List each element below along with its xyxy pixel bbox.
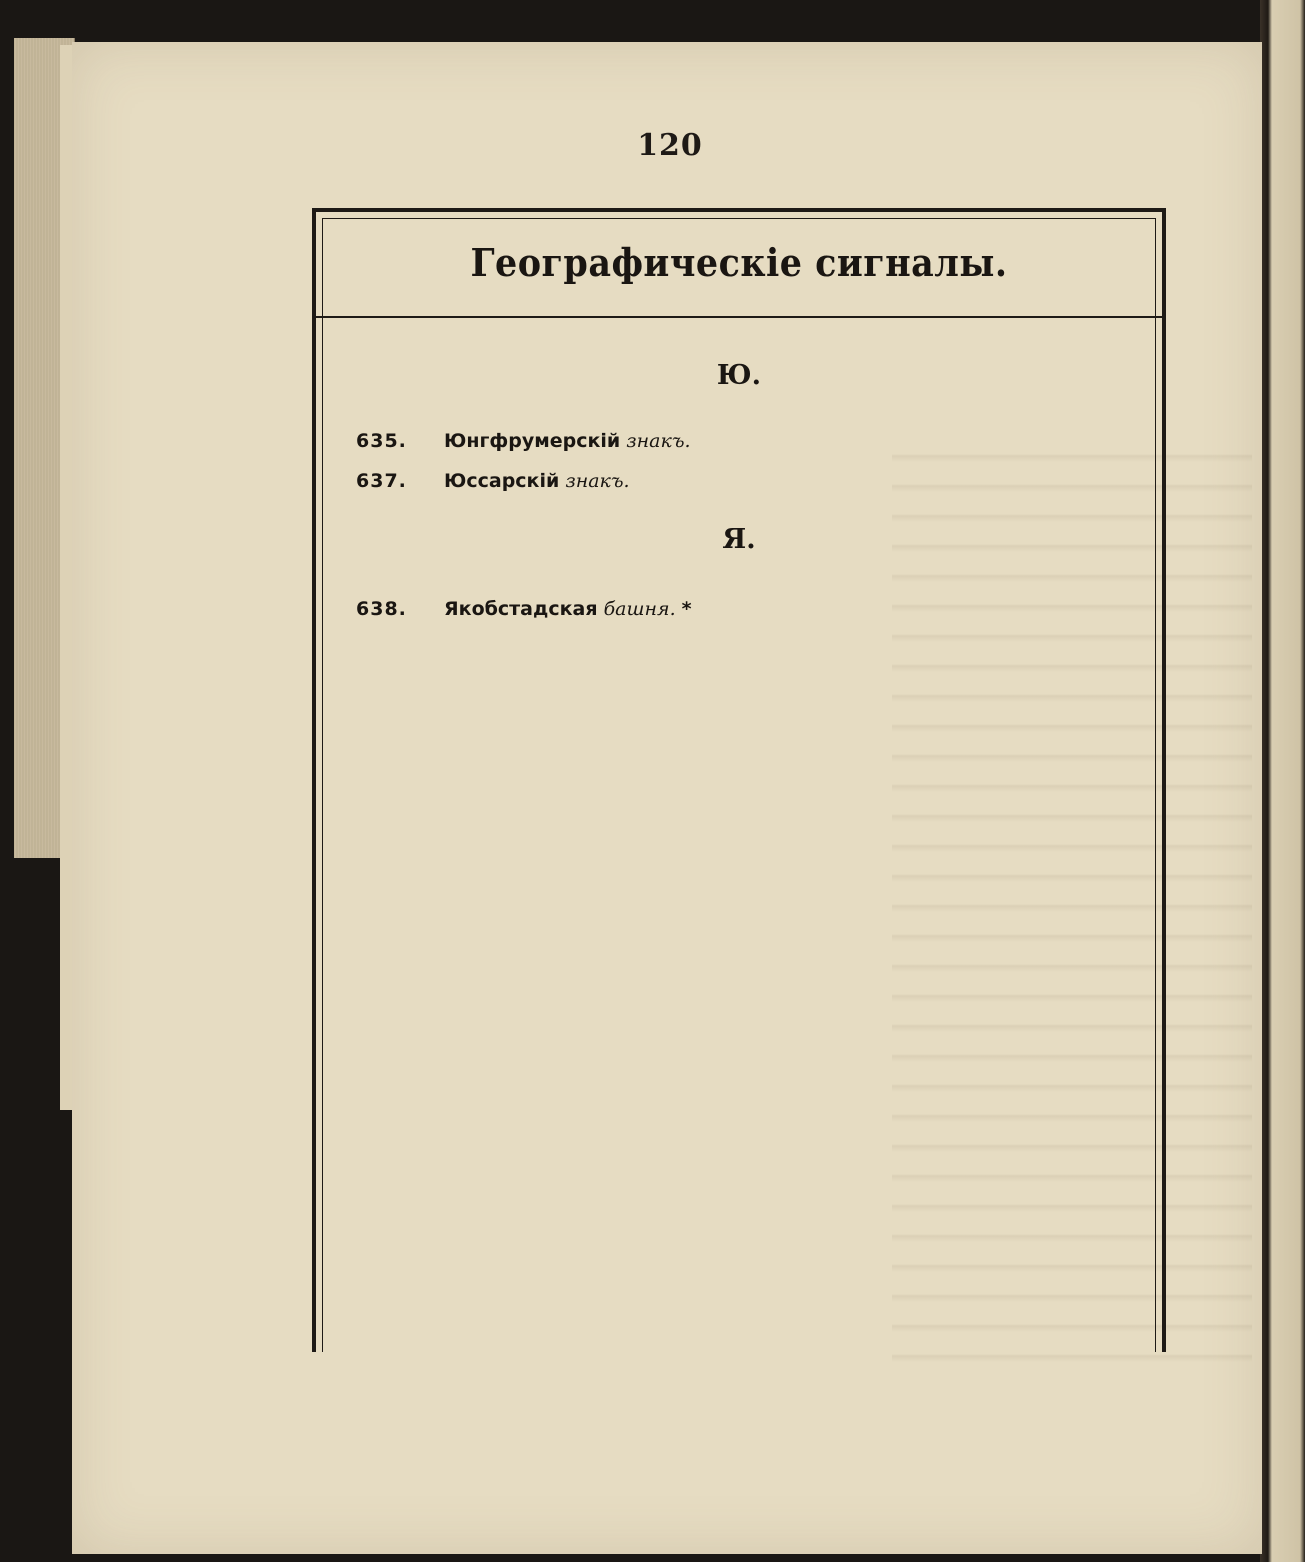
title-band [316, 212, 1162, 318]
entry-name: Юссарскій [444, 470, 560, 492]
content-frame [312, 208, 1166, 1352]
letter-heading-ya: Я. [722, 524, 756, 555]
entry-number: 638. [356, 598, 407, 620]
entry-kind: знакъ. [565, 470, 630, 492]
entry-name: Юнгфрумерскій [444, 430, 621, 452]
list-item [356, 430, 691, 452]
list-item [356, 598, 692, 620]
page-title: Географическіе сигналы. [470, 240, 1008, 285]
entry-kind: знакъ. [626, 430, 691, 452]
entry-name: Якобстадская [444, 598, 598, 620]
entry-number: 635. [356, 430, 407, 452]
entry-number: 637. [356, 470, 407, 492]
entry-asterisk: * [681, 598, 692, 620]
page-number: 120 [637, 128, 703, 163]
list-item [356, 470, 630, 492]
entry-kind: башня. [603, 598, 676, 620]
binding-edge [1260, 0, 1305, 1562]
letter-heading-yu: Ю. [716, 360, 762, 391]
